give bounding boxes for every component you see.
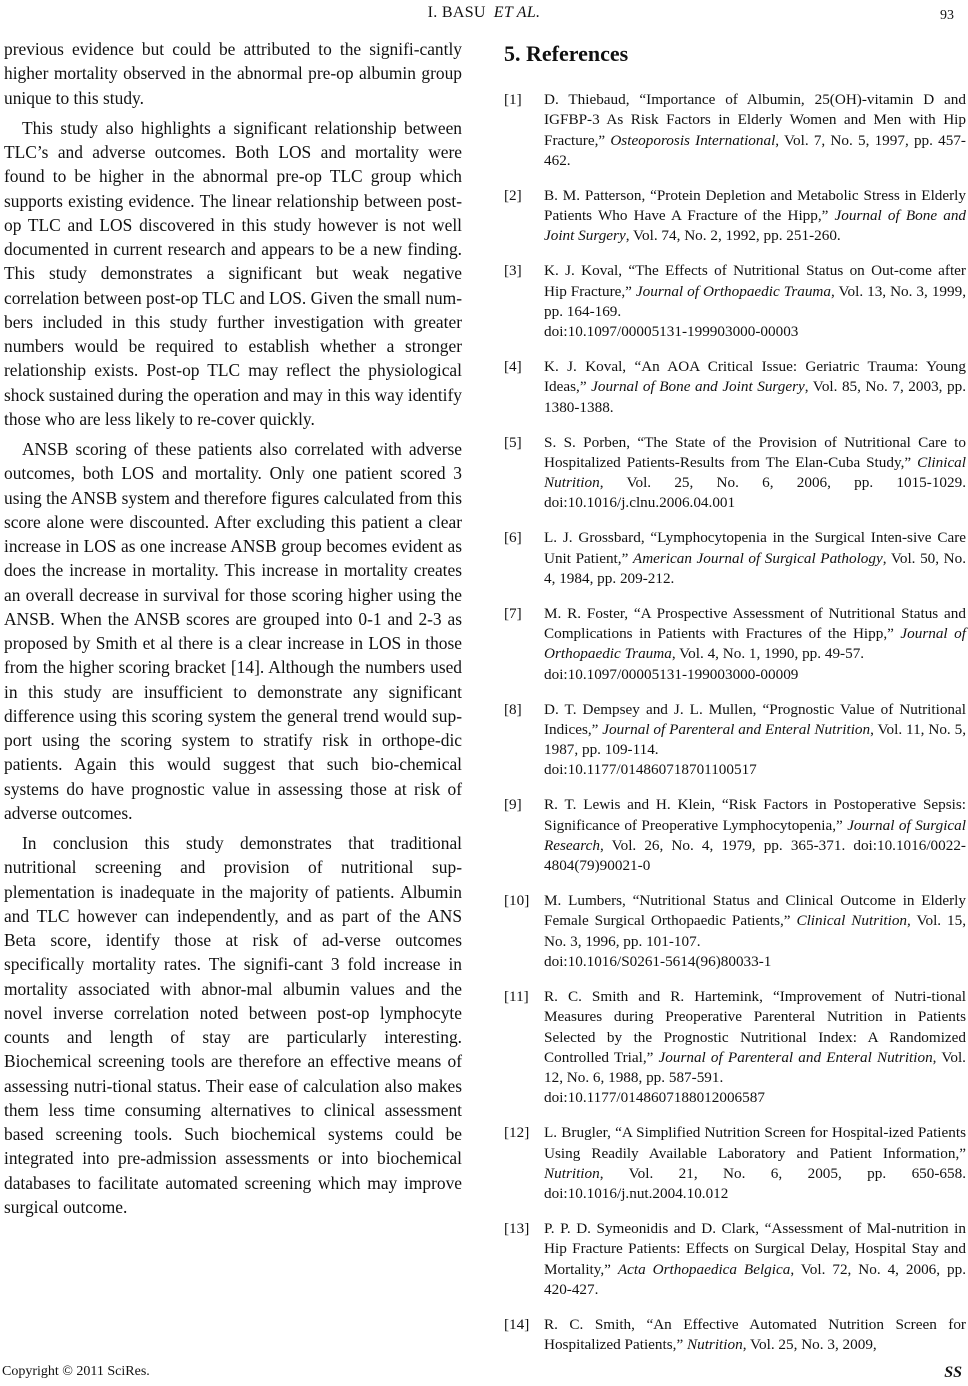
reference-item [504, 528, 966, 589]
reference-details: , Vol. 7, No. 5, 1997, pp. 457-462. [544, 131, 966, 169]
author-name: I. BASU [427, 4, 486, 21]
references-heading: 5. References [504, 41, 629, 66]
reference-citation: D. Thiebaud, “Importance of Albumin, 25(OH)-vitamin D and IGFBP-3 As Risk Factors in Elderly Women and Men with Hip Fracture,” [544, 91, 966, 149]
reference-citation: L. Brugler, “A Simplified Nutrition Screen for Hospital-ized Patients Using Readily Available Laboratory and Patient Information,” [544, 1124, 966, 1162]
reference-details: , Vol. 4, No. 1, 1990, pp. 49-57. [671, 645, 865, 663]
reference-text [544, 1315, 966, 1356]
reference-item [504, 357, 966, 418]
reference-text [544, 795, 966, 876]
reference-number: [8] [504, 700, 522, 718]
reference-details: , Vol. 13, No. 3, 1999, pp. 164-169. [544, 282, 966, 320]
reference-journal: Journal of Orthopaedic Trauma [635, 282, 831, 300]
reference-text [544, 186, 966, 247]
reference-number: [9] [504, 796, 522, 814]
reference-details: , Vol. 25, No. 3, 2009, [742, 1336, 877, 1354]
reference-text [544, 528, 966, 589]
reference-doi: doi:10.1177/014860718701100517 [544, 761, 757, 779]
reference-journal: Journal of Surgical Research [544, 816, 966, 854]
reference-item [504, 795, 966, 876]
running-head [0, 4, 968, 22]
reference-details: , Vol. 72, No. 4, 2006, pp. 420-427. [544, 1260, 966, 1298]
reference-details: , Vol. 15, No. 3, 1996, pp. 101-107. [544, 912, 966, 950]
reference-text [544, 1123, 966, 1204]
reference-journal: Journal of Bone and Joint Surgery [544, 207, 967, 245]
reference-list [504, 90, 966, 1355]
reference-item [504, 261, 966, 342]
reference-journal: Nutrition [686, 1336, 743, 1354]
reference-item [504, 1315, 966, 1356]
reference-text [544, 261, 966, 342]
reference-details: , Vol. 50, No. 4, 1984, pp. 209-212. [544, 549, 966, 587]
reference-number: [4] [504, 358, 522, 376]
reference-journal: Clinical Nutrition [544, 453, 966, 492]
reference-citation: L. J. Grossbard, “Lymphocytopenia in the Surgical Inten-sive Care Unit Patient,” [544, 529, 966, 567]
reference-journal: Acta Orthopaedica Belgica [617, 1260, 791, 1278]
page-header [0, 4, 968, 26]
reference-item [504, 604, 966, 685]
reference-text [544, 987, 966, 1109]
reference-journal: American Journal of Surgical Pathology [632, 549, 883, 567]
reference-details: , Vol. 74, No. 2, 1992, pp. 251-260. [625, 227, 841, 245]
body-column [4, 37, 462, 1219]
reference-number: [12] [504, 1124, 530, 1142]
body-paragraph: In conclusion this study demonstrates that traditional nutritional screening and provision of nutritional sup-plementation is inadequate in the majority of patients. Albumin and TLC however can independently, and as part of the ANS Beta score, identify those at risk of ad-verse outcomes specifically mortality rates. The signifi-cant 3 fold increase in mortality associated with abnor-mal albumin values and the novel inverse correlation noted between post-op lymphocyte counts and length of stay are particularly interesting. Biochemical screening tools are therefore an effective means of assessing nutri-tional status. Their ease of calculation also makes them less time consuming alternatives to clinical assessment based screening tools. Such biochemical systems could be integrated into pre-admission assessments or into biochemical databases to facilitate automated screening which may improve surgical outcome. [4, 833, 462, 1217]
reference-citation: R. C. Smith and R. Hartemink, “Improvement of Nutri-tional Measures during Preoperative Parenteral Nutrition in Patients Selected by the Prognostic Nutritional Index: A Randomized Controlled Trial,” [544, 987, 966, 1066]
reference-item [504, 433, 966, 514]
body-paragraph: ANSB scoring of these patients also correlated with adverse outcomes, both LOS and mortality. Only one patient scored 3 using the ANSB system and therefore figures calculated from this score alone were discounted. After excluding this patient a clear increase in LOS as one increase ANSB group becomes evident as does the increase in mortality. This increase in mortality creates an overall decrease in survival for those scoring higher using the ANSB. When the ANSB scores are grouped into 0-1 and 2-3 as proposed by Smith et al there is a clear increase in LOS in those from the higher scoring bracket [14]. Although the numbers used in this study are insufficient to demonstrate any significant difference using this scoring system the general trend would sup-port using the scoring system to stratify risk in orthope-dic patients. Again this would suggest that such bio-chemical systems do have prognostic value in assessing those at risk of adverse outcomes. [4, 439, 462, 823]
reference-journal: Clinical Nutrition [796, 912, 908, 930]
reference-number: [6] [504, 529, 522, 547]
reference-details: , Vol. 25, No. 6, 2006, pp. 1015-1029. doi:10.1016/j.clnu.2006.04.001 [544, 474, 966, 512]
reference-details: , Vol. 21, No. 6, 2005, pp. 650-658. doi:10.1016/j.nut.2004.10.012 [544, 1164, 966, 1203]
reference-text [544, 604, 966, 685]
reference-number: [3] [504, 262, 522, 280]
reference-citation: M. R. Foster, “A Prospective Assessment of Nutritional Status and Complications in Patients with Fractures of the Hipp,” [544, 604, 966, 643]
reference-journal: Osteoporosis International [610, 131, 776, 149]
reference-item [504, 186, 966, 247]
reference-number: [13] [504, 1220, 530, 1238]
reference-citation: K. J. Koval, “An AOA Critical Issue: Geriatric Trauma: Young Ideas,” [544, 358, 966, 396]
reference-doi: doi:10.1177/0148607188012006587 [544, 1089, 765, 1107]
reference-details: , Vol. 26, No. 4, 1979, pp. 365-371. doi:10.1016/0022-4804(79)90021-0 [544, 836, 966, 875]
et-al: ET AL. [493, 4, 541, 21]
reference-journal: Nutrition [544, 1164, 600, 1182]
reference-text [544, 357, 966, 418]
reference-text [544, 700, 966, 781]
reference-journal: Journal of Bone and Joint Surgery [591, 378, 805, 396]
copyright-notice: Copyright © 2011 SciRes. [2, 1364, 150, 1379]
reference-text [544, 90, 966, 171]
reference-details: , Vol. 12, No. 6, 1988, pp. 587-591. [544, 1048, 966, 1087]
reference-item [504, 700, 966, 781]
reference-doi: doi:10.1097/00005131-199003000-00009 [544, 665, 799, 683]
page-footer [0, 1364, 968, 1382]
reference-number: [1] [504, 91, 522, 108]
reference-citation: S. S. Porben, “The State of the Provision of Nutritional Care to Hospitalized Patients-Results from The Elan-Cuba Study,” [544, 433, 966, 471]
reference-text [544, 433, 966, 514]
reference-details: , Vol. 11, No. 5, 1987, pp. 109-114. [544, 720, 966, 759]
reference-citation: M. Lumbers, “Nutritional Status and Clinical Outcome in Elderly Female Surgical Orthopaedic Patients,” [544, 892, 966, 930]
reference-citation: K. J. Koval, “The Effects of Nutritional Status on Out-come after Hip Fracture,” [544, 262, 966, 300]
references-column [504, 40, 966, 1370]
reference-number: [14] [504, 1315, 530, 1333]
reference-text [544, 891, 966, 972]
page-number: 93 [940, 8, 954, 23]
reference-citation: D. T. Dempsey and J. L. Mullen, “Prognostic Value of Nutritional Indices,” [544, 700, 966, 738]
body-paragraph: This study also highlights a significant relationship between TLC’s and adverse outcomes. Both LOS and mortality were found to be higher in the abnormal pre-op TLC group which supports existing evidence. The linear relationship between post-op TLC and LOS discovered in this study however is not well documented in current research and appears to be a new finding. This study demonstrates a significant but weak negative correlation between post-op TLC and LOS. Given the small num-bers included in this study further investigation with greater numbers would be required to establish whether a stronger relationship exists. Post-op TLC may reflect the physiological shock sustained during the operation and may in this way identify those who are less likely to re-cover quickly. [4, 117, 462, 429]
reference-item [504, 90, 966, 171]
reference-details: , Vol. 85, No. 7, 2003, pp. 1380-1388. [544, 378, 966, 416]
reference-journal: Journal of Orthopaedic Trauma [544, 625, 967, 663]
reference-citation: P. P. D. Symeonidis and D. Clark, “Assessment of Mal-nutrition in Hip Fracture Patients: Effects on Surgical Delay, Hospital Stay and Mortality,” [544, 1220, 966, 1278]
reference-doi: doi:10.1016/S0261-5614(96)80033-1 [544, 953, 772, 971]
reference-text [544, 1219, 966, 1300]
reference-item [504, 891, 966, 972]
reference-item [504, 1219, 966, 1300]
reference-doi: doi:10.1097/00005131-199903000-00003 [544, 323, 799, 341]
reference-item [504, 1123, 966, 1204]
reference-item [504, 987, 966, 1109]
journal-abbreviation: SS [944, 1364, 962, 1381]
reference-number: [11] [504, 987, 529, 1005]
reference-citation: B. M. Patterson, “Protein Depletion and Metabolic Stress in Elderly Patients Who Have A Fracture of the Hipp,” [544, 186, 966, 225]
reference-citation: R. C. Smith, “An Effective Automated Nutrition Screen for Hospitalized Patients,” [544, 1315, 966, 1354]
reference-number: [7] [504, 604, 522, 622]
reference-number: [10] [504, 892, 530, 910]
reference-journal: Journal of Parenteral and Enteral Nutrition [602, 720, 871, 738]
reference-number: [2] [504, 186, 522, 204]
reference-number: [5] [504, 433, 522, 451]
reference-citation: R. T. Lewis and H. Klein, “Risk Factors in Postoperative Sepsis: Significance of Preoperative Lymphocytopenia,” [544, 796, 966, 834]
body-paragraph: previous evidence but could be attributed to the signifi-cantly higher mortality observed in the abnormal pre-op albumin group unique to this study. [4, 39, 462, 108]
reference-journal: Journal of Parenteral and Enteral Nutrition [658, 1048, 933, 1066]
